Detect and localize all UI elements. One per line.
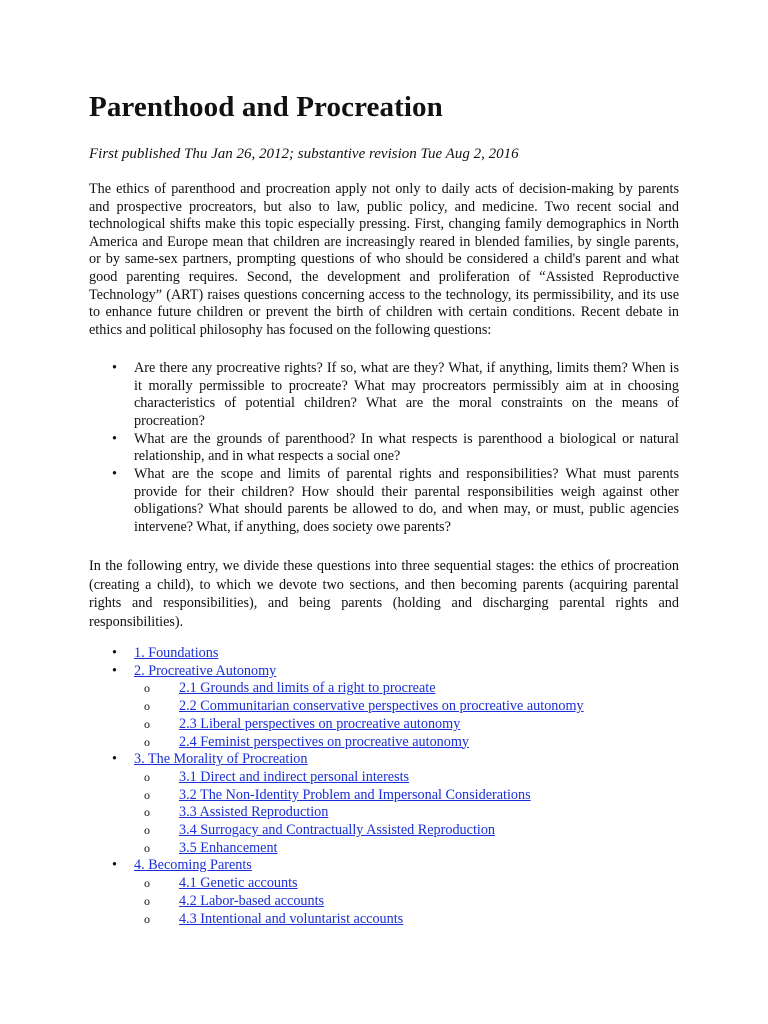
toc-link-morality-of-procreation[interactable]: 3. The Morality of Procreation <box>134 751 308 768</box>
toc-link-2-4[interactable]: 2.4 Feminist perspectives on procreative autonomy <box>179 733 469 750</box>
sub-bullet-icon: o <box>144 911 150 926</box>
sub-bullet-icon: o <box>144 734 150 749</box>
question-text: Are there any procreative rights? If so, what are they? What, if anything, limits them? When is it morally permissible to procreate? What may procreators permissibly aim at in choosing characteristics of potential children? What are the moral constraints on the means of procreation? <box>134 360 679 429</box>
toc-sublist <box>134 769 679 858</box>
toc-link-3-3[interactable]: 3.3 Assisted Reproduction <box>179 804 329 821</box>
toc-link-3-2[interactable]: 3.2 The Non-Identity Problem and Impersonal Considerations <box>179 786 531 803</box>
toc-subitem <box>134 911 679 929</box>
bullet-icon: • <box>112 430 117 447</box>
toc-subitem <box>134 804 679 822</box>
toc-subitem <box>134 769 679 787</box>
entry-overview-paragraph: In the following entry, we divide these questions into three sequential stages: the ethics of procreation (creating a child), to which we devote two sections, and then becoming parents (acquiring parental rights and responsibilities), and being parents (holding and discharging parental rights and responsibilities). <box>89 558 679 630</box>
question-text: What are the grounds of parenthood? In what respects is parenthood a biological or natural relationship, and in what respects a social one? <box>134 430 679 465</box>
toc-link-4-2[interactable]: 4.2 Labor-based accounts <box>179 892 325 909</box>
toc-link-4-1[interactable]: 4.1 Genetic accounts <box>179 875 298 892</box>
toc-subitem <box>134 787 679 805</box>
toc-subitem <box>134 840 679 858</box>
list-item <box>89 431 679 466</box>
toc-subitem <box>134 716 679 734</box>
table-of-contents <box>89 645 679 928</box>
bullet-icon: • <box>112 360 117 376</box>
toc-subitem <box>134 698 679 716</box>
toc-link-2-1[interactable]: 2.1 Grounds and limits of a right to procreate <box>179 680 436 697</box>
sub-bullet-icon: o <box>144 769 150 784</box>
bullet-icon: • <box>112 751 117 768</box>
toc-link-2-3[interactable]: 2.3 Liberal perspectives on procreative autonomy <box>179 715 461 732</box>
toc-subitem <box>134 875 679 893</box>
toc-link-foundations[interactable]: 1. Foundations <box>134 645 219 661</box>
toc-link-becoming-parents[interactable]: 4. Becoming Parents <box>134 857 252 874</box>
toc-sublist <box>134 680 679 751</box>
bullet-icon: • <box>112 662 117 679</box>
toc-link-3-5[interactable]: 3.5 Enhancement <box>179 839 278 856</box>
toc-link-3-4[interactable]: 3.4 Surrogacy and Contractually Assisted Reproduction <box>179 822 496 839</box>
toc-sublist <box>134 875 679 928</box>
toc-link-3-1[interactable]: 3.1 Direct and indirect personal interests <box>179 768 410 785</box>
toc-item-becoming-parents <box>89 857 679 928</box>
toc-link-procreative-autonomy[interactable]: 2. Procreative Autonomy <box>134 662 277 679</box>
toc-subitem <box>134 734 679 752</box>
publication-info: First published Thu Jan 26, 2012; substantive revision Tue Aug 2, 2016 <box>89 146 519 162</box>
bullet-icon: • <box>112 465 117 482</box>
list-item <box>89 466 679 536</box>
sub-bullet-icon: o <box>144 681 150 696</box>
bullet-icon: • <box>112 857 117 874</box>
toc-subitem <box>134 822 679 840</box>
sub-bullet-icon: o <box>144 876 150 891</box>
bullet-icon: • <box>112 645 117 661</box>
toc-subitem <box>134 680 679 698</box>
toc-item-foundations <box>89 645 679 663</box>
sub-bullet-icon: o <box>144 805 150 820</box>
intro-paragraph: The ethics of parenthood and procreation apply not only to daily acts of decision-making by parents and prospective procreators, but also to law, public policy, and medicine. Two recent social and technological shifts make this topic especially pressing. First, changing family demographics in North America and Europe mean that children are increasingly reared in blended families, by single parents, or by same-sex partners, prompting questions of who should be considered a child's parent and what good parenting requires. Second, the development and proliferation of “Assisted Reproductive Technology” (ART) raises questions concerning access to the technology, its permissibility, and its use to enhance future children or prevent the birth of children with certain conditions. Recent debate in ethics and political philosophy has focused on the following questions: <box>89 181 679 338</box>
toc-link-2-2[interactable]: 2.2 Communitarian conservative perspectives on procreative autonomy <box>179 698 584 715</box>
sub-bullet-icon: o <box>144 716 150 731</box>
sub-bullet-icon: o <box>144 787 150 802</box>
toc-subitem <box>134 893 679 911</box>
toc-item-morality-of-procreation <box>89 751 679 857</box>
sub-bullet-icon: o <box>144 840 150 855</box>
toc-item-procreative-autonomy <box>89 663 679 752</box>
list-item <box>89 360 679 430</box>
questions-list <box>89 360 679 537</box>
toc-link-4-3[interactable]: 4.3 Intentional and voluntarist accounts <box>179 910 404 927</box>
sub-bullet-icon: o <box>144 699 150 714</box>
page-title: Parenthood and Procreation <box>89 91 443 123</box>
question-text: What are the scope and limits of parental rights and responsibilities? What must parents provide for their children? How should their parental responsibilities weigh against other obligations? What should parents be allowed to do, and when may, or must, public agencies intervene? What, if anything, does society owe parents? <box>134 465 679 535</box>
sub-bullet-icon: o <box>144 893 150 908</box>
sub-bullet-icon: o <box>144 823 150 838</box>
